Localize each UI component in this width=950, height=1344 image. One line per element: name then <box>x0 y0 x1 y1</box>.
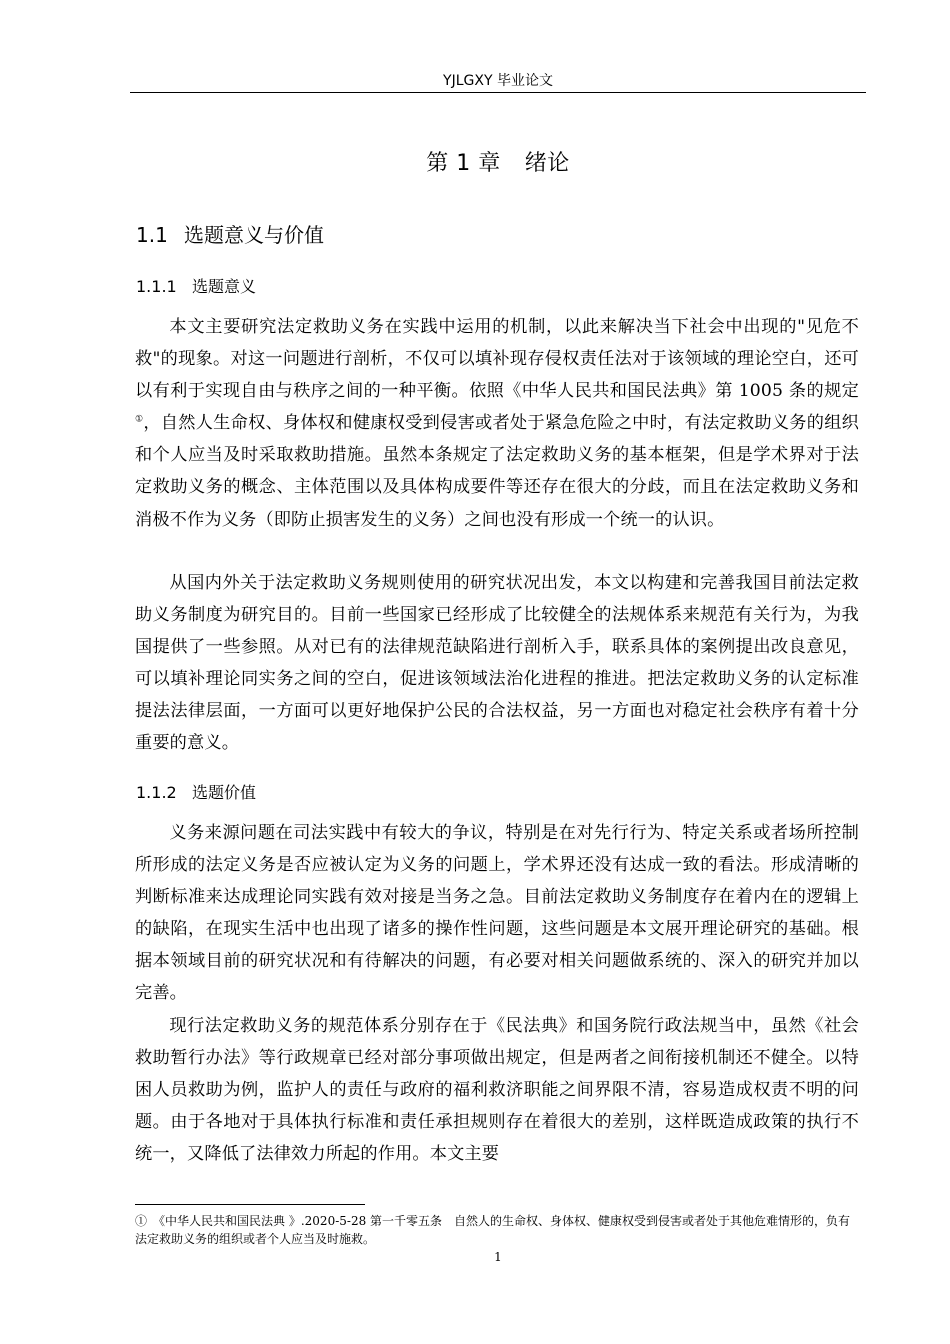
chapter-label: 第 1 章 <box>426 151 501 176</box>
footnote-mark: ① <box>135 1214 148 1228</box>
subsection-title: 选题价值 <box>192 783 257 802</box>
footnote-text: 《中华人民共和国民法典 》.2020-5-28 第一千零五条 自然人的生命权、身体权、健康权受到侵害或者处于其他危难情形的，负有法定救助义务的组织或者个人应当及时施救。 <box>135 1214 851 1246</box>
chapter-name: 绪论 <box>524 151 570 176</box>
paragraph-2: 从国内外关于法定救助义务规则使用的研究状况出发，本文以构建和完善我国目前法定救助义务制度为研究目的。目前一些国家已经形成了比较健全的法规体系来规范有关行为，为我国提供了一些参照。从对已有的法律规范缺陷进行剖析入手，联系具体的案例提出改良意见，可以填补理论同实务之间的空白，促进该领域法治化进程的推进。把法定救助义务的认定标准提法法律层面，一方面可以更好地保护公民的合法权益，另一方面也对稳定社会秩序有着十分重要的意义。 <box>135 573 859 754</box>
page-number: 1 <box>494 1250 502 1264</box>
section-title: 选题意义与价值 <box>184 223 324 247</box>
running-header: YJLGXY 毕业论文 <box>443 73 553 89</box>
paragraph-1 <box>135 311 859 536</box>
subsection-heading-1-1-2 <box>136 780 256 803</box>
footnote-separator <box>135 1204 365 1205</box>
paragraph-3: 义务来源问题在司法实践中有较大的争议，特别是在对先行行为、特定关系或者场所控制所形成的法定义务是否应被认定为义务的问题上，学术界还没有达成一致的看法。形成清晰的判断标准来达成理论同实践有效对接是当务之急。目前法定救助义务制度存在着内在的逻辑上的缺陷，在现实生活中也出现了诸多的操作性问题，这些问题是本文展开理论研究的基础。根据本领域目前的研究状况和有待解决的问题，有必要对相关问题做系统的、深入的研究并加以完善。 <box>135 823 859 1004</box>
header-rule <box>130 92 866 93</box>
section-number: 1.1 <box>136 223 168 247</box>
footnote-reference-mark[interactable]: ① <box>135 414 144 425</box>
paragraph-4: 现行法定救助义务的规范体系分别存在于《民法典》和国务院行政法规当中，虽然《社会救助暂行办法》等行政规章已经对部分事项做出规定，但是两者之间衔接机制还不健全。以特困人员救助为例，监护人的责任与政府的福利救济职能之间界限不清，容易造成权责不明的问题。由于各地对于具体执行标准和责任承担规则存在着很大的差别，这样既造成政策的执行不统一，又降低了法律效力所起的作用。本文主要 <box>135 1016 859 1165</box>
subsection-heading-1-1-1 <box>136 274 256 297</box>
subsection-number: 1.1.1 <box>136 277 177 296</box>
paragraph-1-text-b: ，自然人生命权、身体权和健康权受到侵害或者处于紧急危险之中时，有法定救助义务的组织和个人应当及时采取救助措施。虽然本条规定了法定救助义务的基本框架，但是学术界对于法定救助义务的概念、主体范围以及具体构成要件等还存在很大的分歧，而且在法定救助义务和消极不作为义务（即防止损害发生的义务）之间也没有形成一个统一的认识。 <box>135 413 860 530</box>
chapter-title <box>130 146 866 177</box>
paragraph-1-text-a: 本文主要研究法定救助义务在实践中运用的机制，以此来解决当下社会中出现的"见危不救"的现象。对这一问题进行剖析，不仅可以填补现存侵权责任法对于该领域的理论空白，还可以有利于实现自由与秩序之间的一种平衡。依照《中华人民共和国民法典》第 1005 条的规定 <box>135 317 859 402</box>
footnote <box>135 1212 859 1248</box>
subsection-title: 选题意义 <box>192 277 257 296</box>
section-heading-1-1 <box>136 219 324 248</box>
subsection-number: 1.1.2 <box>136 783 177 802</box>
